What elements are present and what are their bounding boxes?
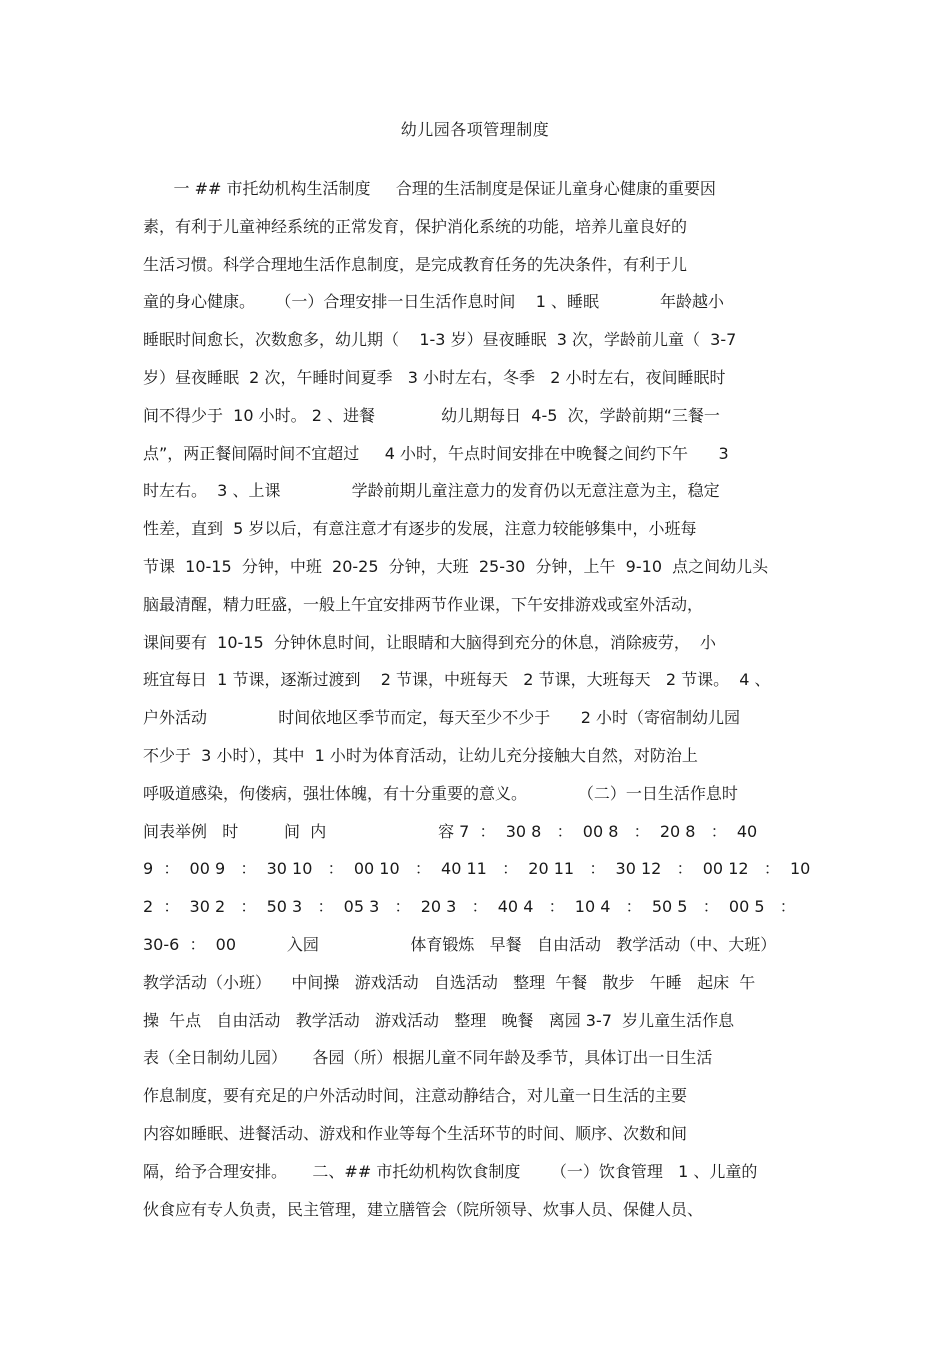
body-line: 间不得少于 10 小时。 2 、进餐 幼儿期每日 4-5 次，学龄前期“三餐一 bbox=[143, 405, 720, 425]
body-line: 内容如睡眠、进餐活动、游戏和作业等每个生活环节的时间、顺序、次数和间 bbox=[143, 1123, 688, 1143]
body-line: 素，有利于儿童神经系统的正常发育，保护消化系统的功能，培养儿童良好的 bbox=[143, 216, 688, 236]
body-line: 伙食应有专人负责，民主管理，建立膳管会（院所领导、炊事人员、保健人员、 bbox=[143, 1199, 704, 1219]
body-line: 脑最清醒，精力旺盛，一般上午宜安排两节作业课，下午安排游戏或室外活动， bbox=[143, 594, 704, 614]
body-line: 性差，直到 5 岁以后，有意注意才有逐步的发展，注意力较能够集中，小班每 bbox=[143, 519, 697, 539]
body-line: 30-6 ： 00 入园 体育锻炼 早餐 自由活动 教学活动（中、大班） bbox=[143, 934, 777, 954]
body-line: 不少于 3 小时），其中 1 小时为体育活动，让幼儿充分接触大自然，对防治上 bbox=[143, 745, 698, 765]
body-line: 作息制度，要有充足的户外活动时间，注意动静结合，对儿童一日生活的主要 bbox=[143, 1086, 688, 1106]
body-line: 时左右。 3 、上课 学龄前期儿童注意力的发育仍以无意注意为主，稳定 bbox=[143, 481, 720, 501]
body-line: 岁）昼夜睡眠 2 次，午睡时间夏季 3 小时左右，冬季 2 小时左右，夜间睡眠时 bbox=[143, 367, 726, 387]
body-line: 班宜每日 1 节课，逐渐过渡到 2 节课，中班每天 2 节课，大班每天 2 节课。 4 、 bbox=[143, 670, 771, 690]
body-line: 睡眠时间愈长，次数愈多，幼儿期（ 1-3 岁）昼夜睡眠 3 次，学龄前儿童（ 3-7 bbox=[143, 330, 737, 350]
body-line: 点”，两正餐间隔时间不宜超过 4 小时，午点时间安排在中晚餐之间约下午 3 bbox=[143, 443, 729, 463]
body-line: 一 ## 市托幼机构生活制度 合理的生活制度是保证儿童身心健康的重要因 bbox=[143, 179, 716, 198]
body-line: 课间要有 10-15 分钟休息时间，让眼睛和大脑得到充分的休息，消除疲劳， 小 bbox=[143, 632, 717, 652]
body-line: 户外活动 时间依地区季节而定，每天至少不少于 2 小时（寄宿制幼儿园 bbox=[143, 708, 740, 728]
body-line: 2 ： 30 2 ： 50 3 ： 05 3 ： 20 3 ： 40 4 ： 10 4 ： 50 5 ： 00 5 ： bbox=[143, 897, 796, 917]
body-line: 表（全日制幼儿园） 各园（所）根据儿童不同年龄及季节，具体订出一日生活 bbox=[143, 1048, 713, 1068]
document-title: 幼儿园各项管理制度 bbox=[400, 120, 550, 139]
body-line: 生活习惯。科学合理地生活作息制度，是完成教育任务的先决条件，有利于儿 bbox=[143, 254, 688, 274]
body-line: 9 ： 00 9 ： 30 10 ： 00 10 ： 40 11 ： 20 11 ： 30 12 ： 00 12 ： 10 bbox=[143, 859, 811, 879]
body-line: 间表举例 时 间 内 容 7 ： 30 8 ： 00 8 ： 20 8 ： 40 bbox=[143, 821, 758, 841]
document-body bbox=[143, 176, 833, 1234]
body-line: 操 午点 自由活动 教学活动 游戏活动 整理 晚餐 离园 3-7 岁儿童生活作息 bbox=[143, 1010, 735, 1030]
body-line: 童的身心健康。 （一）合理安排一日生活作息时间 1 、睡眠 年龄越小 bbox=[143, 292, 724, 312]
body-line: 隔，给予合理安排。 二、## 市托幼机构饮食制度 （一）饮食管理 1 、儿童的 bbox=[143, 1161, 758, 1181]
body-line: 节课 10-15 分钟，中班 20-25 分钟，大班 25-30 分钟，上午 9-10 点之间幼儿头 bbox=[143, 556, 769, 576]
body-line: 教学活动（小班） 中间操 游戏活动 自选活动 整理 午餐 散步 午睡 起床 午 bbox=[143, 972, 756, 992]
body-line: 呼吸道感染，佝偻病，强壮体魄，有十分重要的意义。 （二）一日生活作息时 bbox=[143, 783, 738, 803]
